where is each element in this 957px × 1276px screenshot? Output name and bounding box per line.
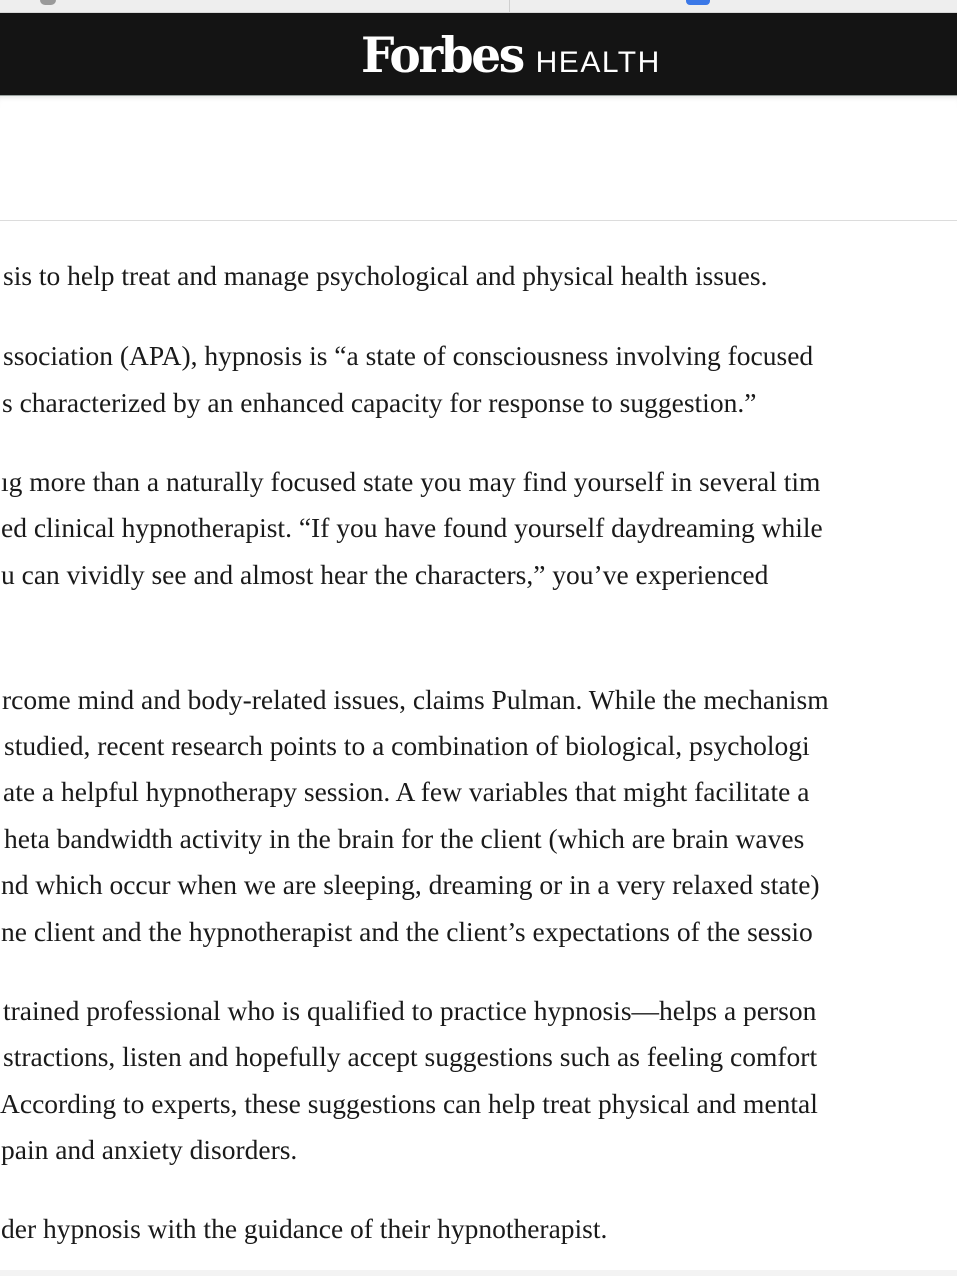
article-line: ed clinical hypnotherapist. “If you have found yourself daydreaming while	[1, 512, 823, 543]
logo-brand: Forbes	[361, 26, 523, 84]
article-line: studied, recent research points to a combination of biological, psychologi	[4, 730, 810, 761]
article-line: ssociation (APA), hypnosis is “a state of consciousness involving focused	[3, 340, 814, 371]
article-line: rcome mind and body-related issues, claims Pulman. While the mechanism	[2, 684, 829, 715]
article-line: der hypnosis with the guidance of their hypnotherapist.	[1, 1213, 608, 1244]
article-line: ate a helpful hypnotherapy session. A few variables that might facilitate a	[3, 776, 810, 807]
article-line: nd which occur when we are sleeping, dreaming or in a very relaxed state)	[1, 869, 820, 900]
page-bottom-edge	[0, 1270, 957, 1276]
article-line: According to experts, these suggestions can help treat physical and mental	[0, 1088, 818, 1119]
article-line: heta bandwidth activity in the brain for the client (which are brain waves	[4, 823, 805, 854]
article-line: ne client and the hypnotherapist and the client’s expectations of the sessio	[1, 916, 813, 947]
article-line: u can vividly see and almost hear the characters,” you’ve experienced	[1, 559, 769, 590]
article-line: trained professional who is qualified to practice hypnosis—helps a person	[3, 995, 817, 1026]
article-line: pain and anxiety disorders.	[1, 1134, 298, 1165]
logo-section: HEALTH	[535, 46, 661, 79]
article-line: s characterized by an enhanced capacity for response to suggestion.”	[2, 387, 757, 418]
article-line: ıg more than a naturally focused state you may find yourself in several tim	[1, 466, 821, 497]
article-line: sis to help treat and manage psychological and physical health issues.	[3, 260, 768, 291]
article-line: stractions, listen and hopefully accept suggestions such as feeling comfort	[3, 1041, 818, 1072]
